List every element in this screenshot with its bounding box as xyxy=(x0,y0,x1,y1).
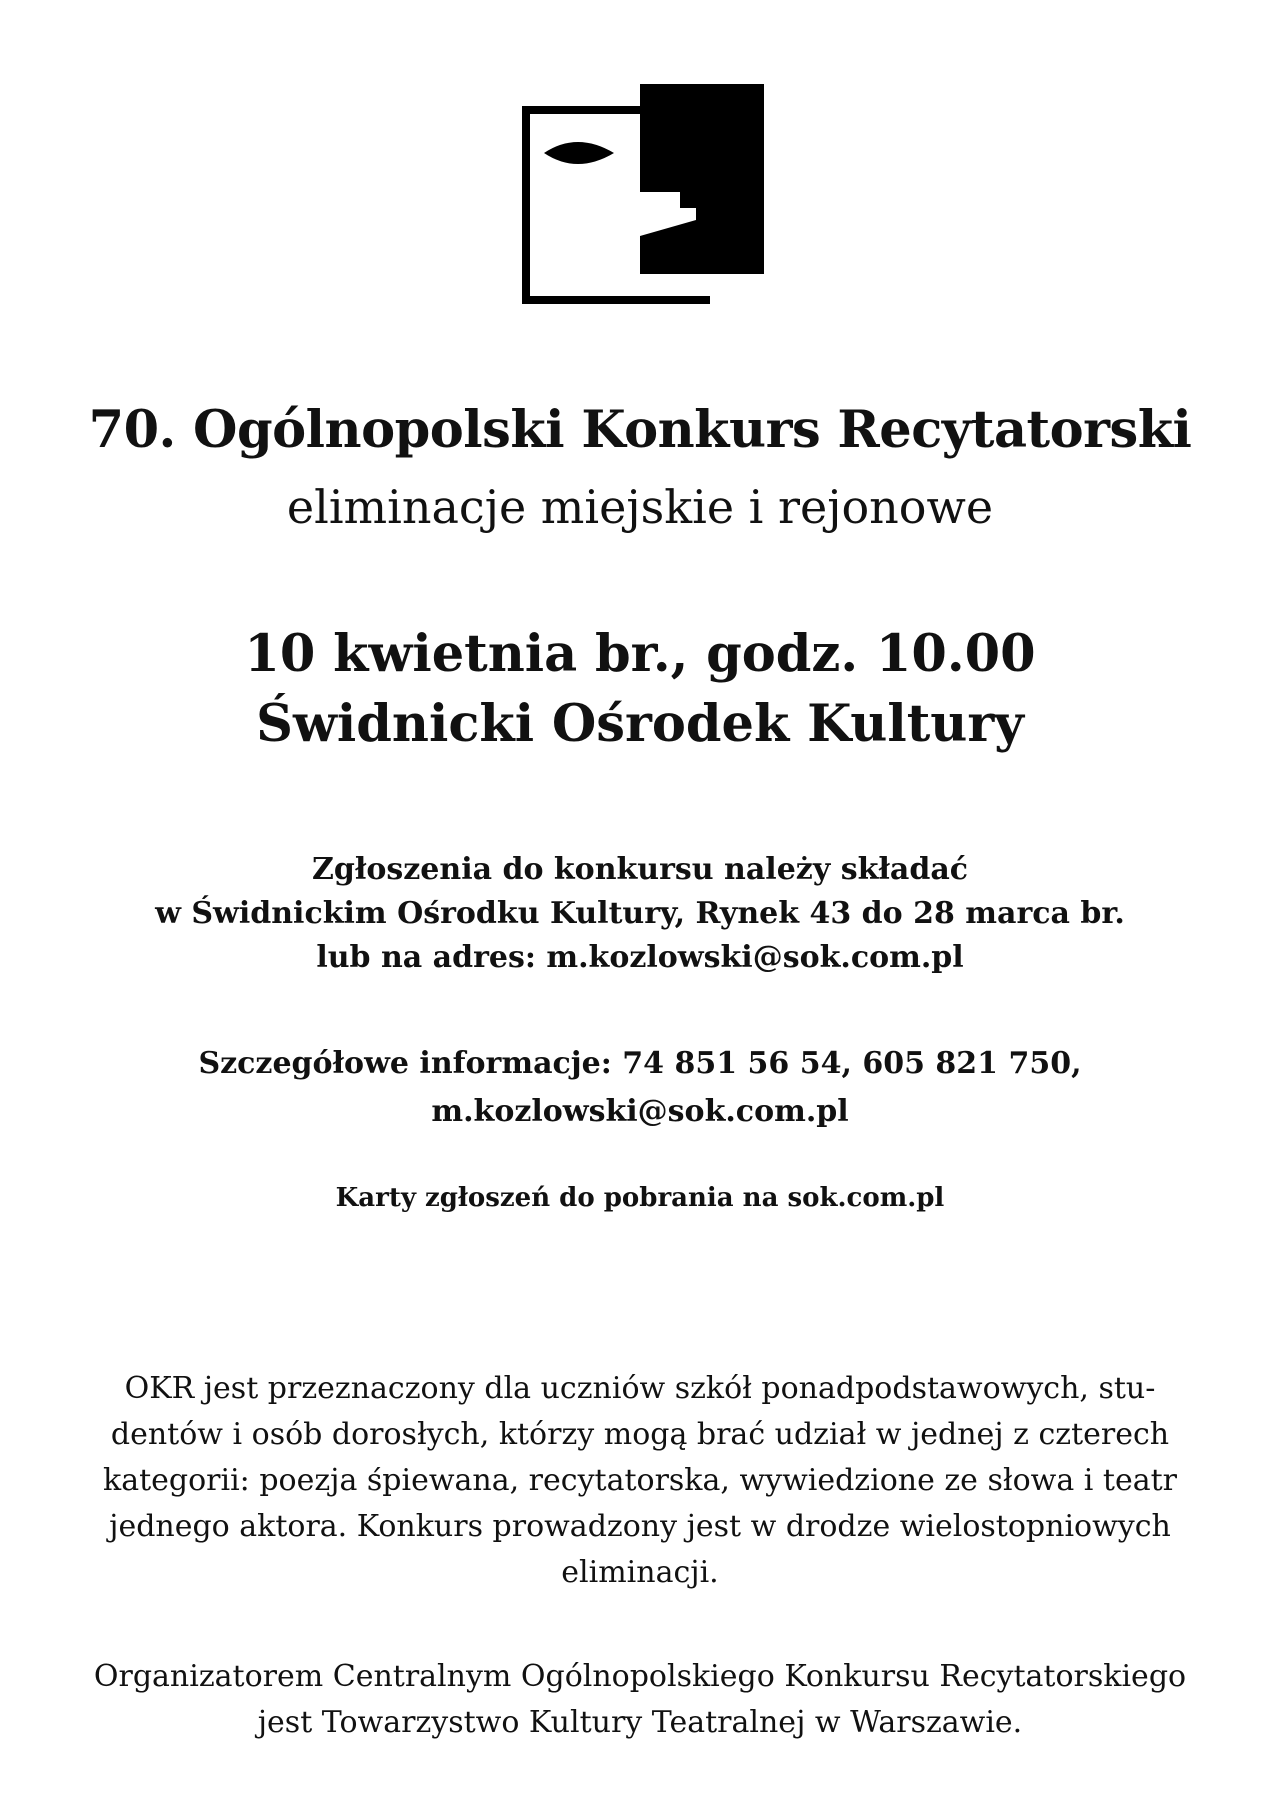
registration-line: Zgłoszenia do konkursu należy składać xyxy=(311,852,969,887)
description-line: dentów i osób dorosłych, którzy mogą brać udział w jednej z czterech xyxy=(110,1417,1170,1452)
event-venue: Świdnicki Ośrodek Kultury xyxy=(256,694,1024,754)
page-subtitle: eliminacje miejskie i rejonowe xyxy=(286,480,994,534)
description-line: eliminacji. xyxy=(561,1555,719,1590)
description-line: jednego aktora. Konkurs prowadzony jest w drodze wielostopniowych xyxy=(109,1509,1171,1544)
organizer-line: jest Towarzystwo Kultury Teatralnej w Warszawie. xyxy=(257,1705,1023,1740)
description-line: kategorii: poezja śpiewana, recytatorska, wywiedzione ze słowa i teatr xyxy=(103,1463,1177,1498)
organizer-line: Organizatorem Centralnym Ogólnopolskiego Konkursu Recytatorskiego xyxy=(93,1659,1187,1694)
contact-email: m.kozlowski@sok.com.pl xyxy=(431,1094,849,1129)
registration-line: w Świdnickim Ośrodku Kultury, Rynek 43 do 28 marca br. xyxy=(155,896,1125,931)
registration-line: lub na adres: m.kozlowski@sok.com.pl xyxy=(316,940,964,975)
contact-details xyxy=(0,1040,1280,1136)
event-date: 10 kwietnia br., godz. 10.00 xyxy=(244,624,1036,684)
logo-graphic xyxy=(522,84,764,304)
description-line: OKR jest przeznaczony dla uczniów szkół ponadpodstawowych, stu- xyxy=(124,1371,1156,1406)
theatre-mask-face-logo xyxy=(522,84,764,304)
competition-description xyxy=(0,1366,1280,1596)
page-title: 70. Ogólnopolski Konkurs Recytatorski xyxy=(88,400,1192,460)
registration-info xyxy=(0,848,1280,980)
organizer-note xyxy=(0,1654,1280,1746)
contact-line: Szczegółowe informacje: 74 851 56 54, 605 821 750, xyxy=(198,1046,1082,1081)
download-notice: Karty zgłoszeń do pobrania na sok.com.pl xyxy=(335,1183,945,1213)
